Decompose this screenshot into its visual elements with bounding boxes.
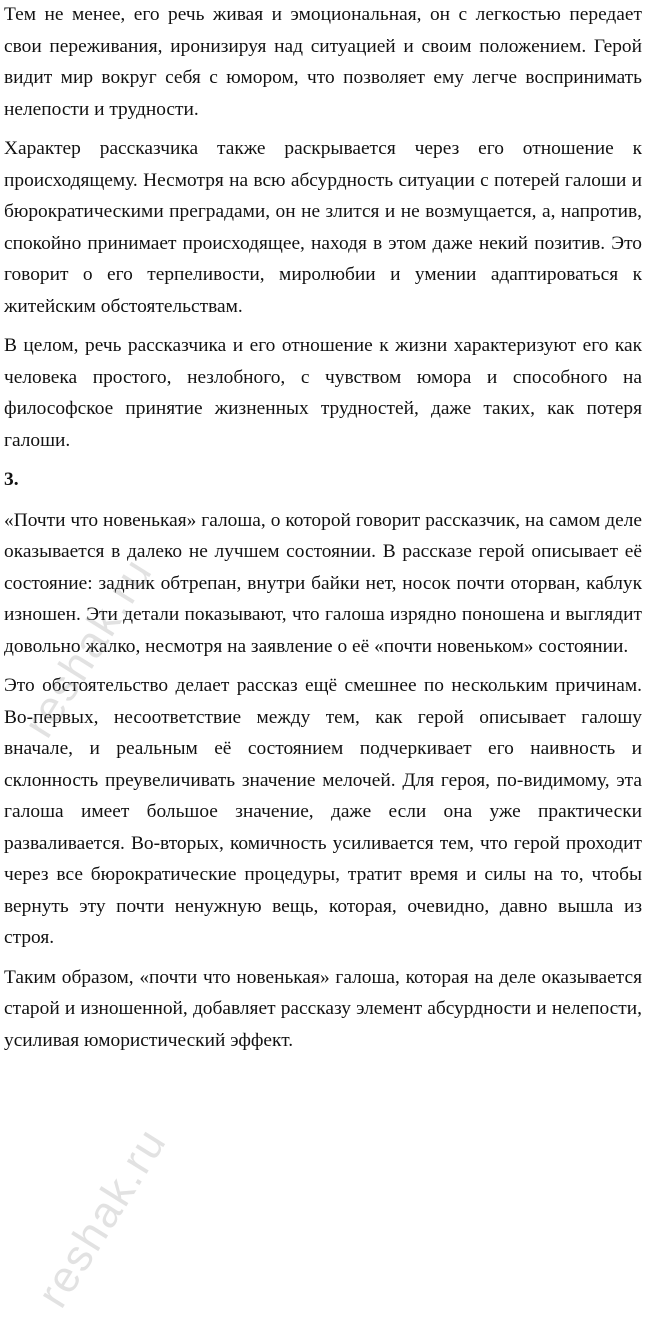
watermark-bottom: reshak.ru [28,1119,177,1316]
paragraph-summary: Таким образом, «почти что новенькая» галоша, которая на деле оказывается старой и изношенной, добавляет рассказу элемент абсурдности и нелепости, усиливая юмористический эффект. [4,966,642,1051]
task-number: 3. [4,469,19,490]
paragraph-speech: Тем не менее, его речь живая и эмоциональная, он с легкостью передает свои переживания, иронизируя над ситуацией и своим положением. Герой видит мир вокруг себя с юмором, что позволяет ему легче воспринимать нелепости и трудности. [4,4,642,120]
paragraph-galosh-condition: «Почти что новенькая» галоша, о которой говорит рассказчик, на самом деле оказывается в далеко не лучшем состоянии. В рассказе герой описывает её состояние: задник обтрепан, внутри байки нет, носок почти оторван, каблук изношен. Эти детали показывают, что галоша изрядно поношена и выглядит довольно жалко, несмотря на заявление о её «почти новеньком» состоянии. [4,509,642,657]
watermark-top: reshak.ru [14,549,163,746]
paragraph-character: Характер рассказчика также раскрывается через его отношение к происходящему. Несмотря на всю абсурдность ситуации с потерей галоши и бюрократическими преградами, он не злится и не возмущается, а, напротив, спокойно принимает происходящее, находя в этом даже некий позитив. Это говорит о его терпеливости, миролюбии и умении адаптироваться к житейским обстоятельствам. [4,138,642,317]
document-page [4,0,642,1064]
paragraph-conclusion: В целом, речь рассказчика и его отношение к жизни характеризуют его как человека простого, незлобного, с чувством юмора и способного на философское принятие жизненных трудностей, даже таких, как потеря галоши. [4,335,642,451]
paragraph-comic-reasons: Это обстоятельство делает рассказ ещё смешнее по нескольким причинам. Во-первых, несоответствие между тем, как герой описывает галошу вначале, и реальным её состоянием подчеркивает его наивность и склонность преувеличивать значение мелочей. Для героя, по-видимому, эта галоша имеет большое значение, даже если она уже практически разваливается. Во-вторых, комичность усиливается тем, что герой проходит через все бюрократические процедуры, тратит время и силы на то, чтобы вернуть эту почти ненужную вещь, которая, очевидно, давно вышла из строя. [4,675,642,948]
